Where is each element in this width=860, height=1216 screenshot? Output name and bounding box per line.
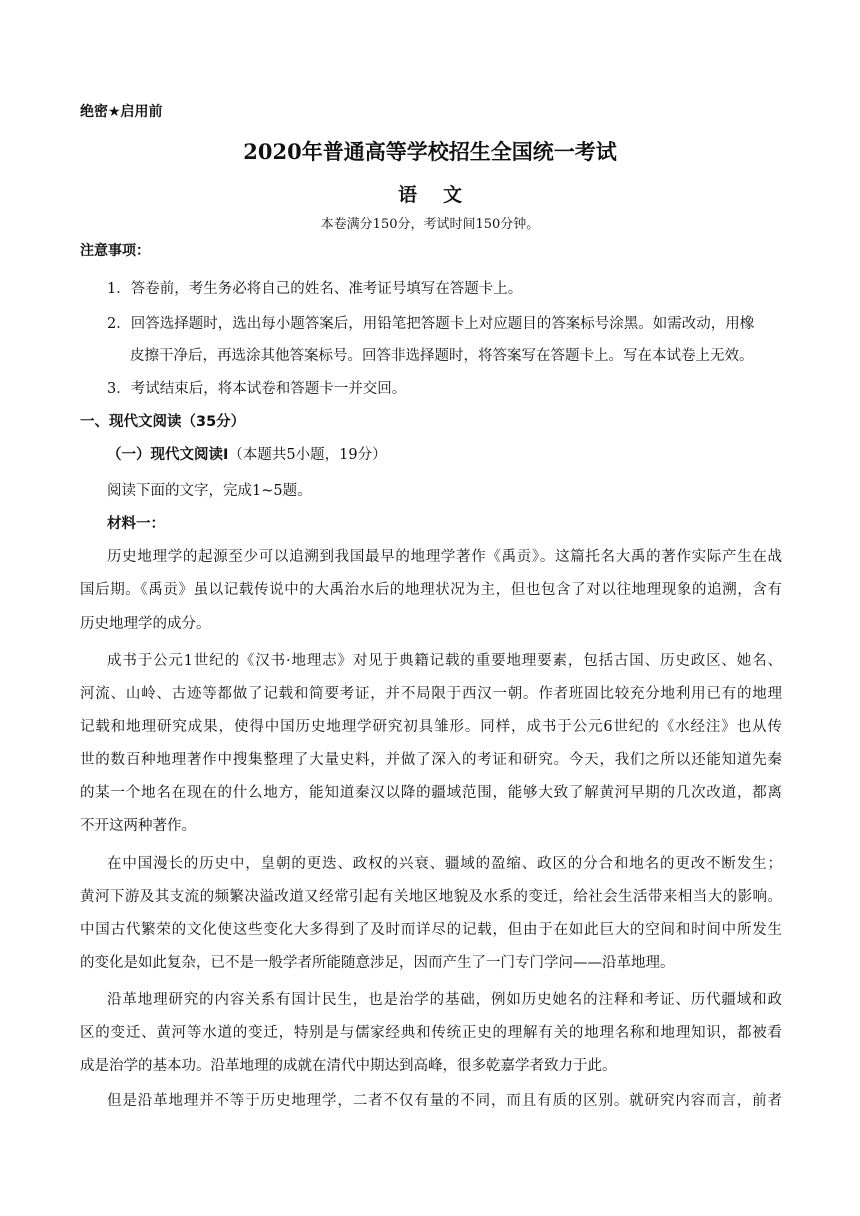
notice-heading: 注意事项： xyxy=(80,243,150,259)
notice-item-1: 1．答卷前，考生务必将自己的姓名、准考证号填写在答题卡上。 xyxy=(107,281,523,297)
passage-line: 沿革地理研究的内容关系有国计民生，也是治学的基础，例如历史她名的注释和考证、历代疆域和政 xyxy=(107,992,782,1008)
material-label: 材料一： xyxy=(107,516,165,532)
passage-line: 但是沿革地理并不等于历史地理学，二者不仅有量的不同，而且有质的区别。就研究内容而言，前者 xyxy=(107,1093,782,1109)
reading-instruction: 阅读下面的文字，完成1~5题。 xyxy=(107,483,312,499)
score-info: 本卷满分150分，考试时间150分钟。 xyxy=(320,217,540,232)
passage-line: 河流、山岭、古迹等都做了记载和简要考证，并不局限于西汉一朝。作者班固比较充分地利用已有的地理 xyxy=(80,686,782,702)
passage-line: 记载和地理研究成果，使得中国历史地理学研究初具雏形。同样，成书于公元6世纪的《水经注》也从传 xyxy=(80,719,782,735)
passage-line: 在中国漫长的历史中，皇朝的更迭、政权的兴衰、疆域的盈缩、政区的分合和地名的更改不断发生； xyxy=(107,856,782,872)
subsection-header xyxy=(107,446,387,464)
passage-line: 中国古代繁荣的文化使这些变化大多得到了及时而详尽的记载，但由于在如此巨大的空间和时间中所发生 xyxy=(80,922,782,938)
passage-line: 区的变迁、黄河等水道的变迁，特别是与儒家经典和传统正史的理解有关的地理名称和地理知识，都被看 xyxy=(80,1025,782,1041)
notice-item-2: 2．回答选择题时，选出每小题答案后，用铅笔把答题卡上对应题目的答案标号涂黑。如需改动，用橡 xyxy=(107,316,755,332)
passage-line: 世的数百种地理著作中搜集整理了大量史料，并做了深入的考证和研究。今天，我们之所以还能知道先秦 xyxy=(80,752,782,768)
exam-title: 2020年普通高等学校招生全国统一考试 xyxy=(243,139,617,164)
passage-line: 成是治学的基本功。沿革地理的成就在清代中期达到高峰，很多乾嘉学者致力于此。 xyxy=(80,1058,617,1074)
passage-line: 历史地理学的起源至少可以追溯到我国最早的地理学著作《禹贡》。这篇托名大禹的著作实际产生在战 xyxy=(107,549,782,565)
passage-line: 成书于公元1世纪的《汉书·地理志》对见于典籍记载的重要地理要素，包括古国、历史政区、她名、 xyxy=(107,653,782,669)
section-title: 一、现代文阅读（35分） xyxy=(80,414,246,430)
subsection-note: （本题共5小题，19分） xyxy=(228,447,387,463)
subsection-title: （一）现代文阅读Ⅰ xyxy=(107,447,229,463)
notice-item-2-cont: 皮擦干净后，再选涂其他答案标号。回答非选择题时，将答案写在答题卡上。写在本试卷上无效。 xyxy=(130,348,754,364)
passage-line: 的变化是如此复杂，已不是一般学者所能随意涉足，因而产生了一门专门学问——沿革地理。 xyxy=(80,955,675,971)
secret-label: 绝密★启用前 xyxy=(80,104,163,120)
passage-line: 黄河下游及其支流的频繁决溢改道又经常引起有关地区地貌及水系的变迁，给社会生活带来相当大的影响。 xyxy=(80,889,782,905)
subject-title: 语文 xyxy=(397,184,488,206)
passage-line: 的某一个地名在现在的什么地方，能知道秦汉以降的疆域范围，能够大致了解黄河早期的几次改道，都离 xyxy=(80,785,782,801)
passage-line: 国后期。《禹贡》虽以记载传说中的大禹治水后的地理状况为主，但也包含了对以往地理现象的追溯，含有 xyxy=(80,582,782,598)
notice-item-3: 3．考试结束后，将本试卷和答题卡一并交回。 xyxy=(107,381,407,397)
passage-line: 不开这两种著作。 xyxy=(80,818,196,834)
passage-line: 历史地理学的成分。 xyxy=(80,616,211,632)
